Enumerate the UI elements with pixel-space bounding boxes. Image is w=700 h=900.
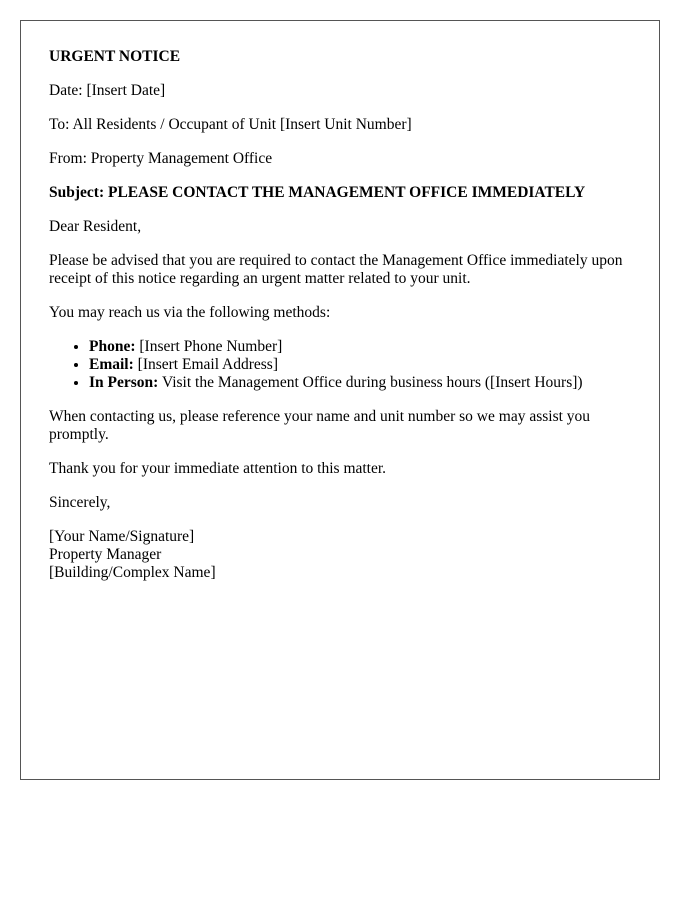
contact-method-in-person — [89, 374, 631, 392]
signature-block — [49, 528, 631, 582]
method-value: Visit the Management Office during business hours ([Insert Hours]) — [161, 374, 583, 391]
subject-line — [49, 184, 631, 202]
contact-method-phone — [89, 338, 631, 356]
thanks-line: Thank you for your immediate attention to this matter. — [49, 460, 387, 477]
method-label: In Person: — [89, 374, 159, 391]
contact-methods-list — [49, 338, 631, 392]
from-line: From: Property Management Office — [49, 150, 273, 167]
notice-title: URGENT NOTICE — [49, 48, 181, 65]
method-label: Phone: — [89, 338, 136, 355]
body-paragraph-2: When contacting us, please reference your name and unit number so we may assist you promptly. — [49, 408, 591, 443]
signature-name: [Your Name/Signature] — [49, 528, 195, 545]
to-line: To: All Residents / Occupant of Unit [Insert Unit Number] — [49, 116, 412, 133]
signature-building: [Building/Complex Name] — [49, 564, 216, 581]
subject-text: PLEASE CONTACT THE MANAGEMENT OFFICE IMMEDIATELY — [107, 184, 586, 201]
date-line: Date: [Insert Date] — [49, 82, 166, 99]
signature-title: Property Manager — [49, 546, 162, 563]
notice-letter — [20, 20, 660, 780]
method-label: Email: — [89, 356, 134, 373]
closing: Sincerely, — [49, 494, 111, 511]
contact-method-email — [89, 356, 631, 374]
subject-label: Subject: — [49, 184, 105, 201]
method-value: [Insert Phone Number] — [139, 338, 283, 355]
methods-intro: You may reach us via the following methods: — [49, 304, 331, 321]
method-value: [Insert Email Address] — [137, 356, 278, 373]
greeting: Dear Resident, — [49, 218, 142, 235]
body-paragraph-1: Please be advised that you are required to contact the Management Office immediately upon receipt of this notice regarding an urgent matter related to your unit. — [49, 252, 623, 287]
